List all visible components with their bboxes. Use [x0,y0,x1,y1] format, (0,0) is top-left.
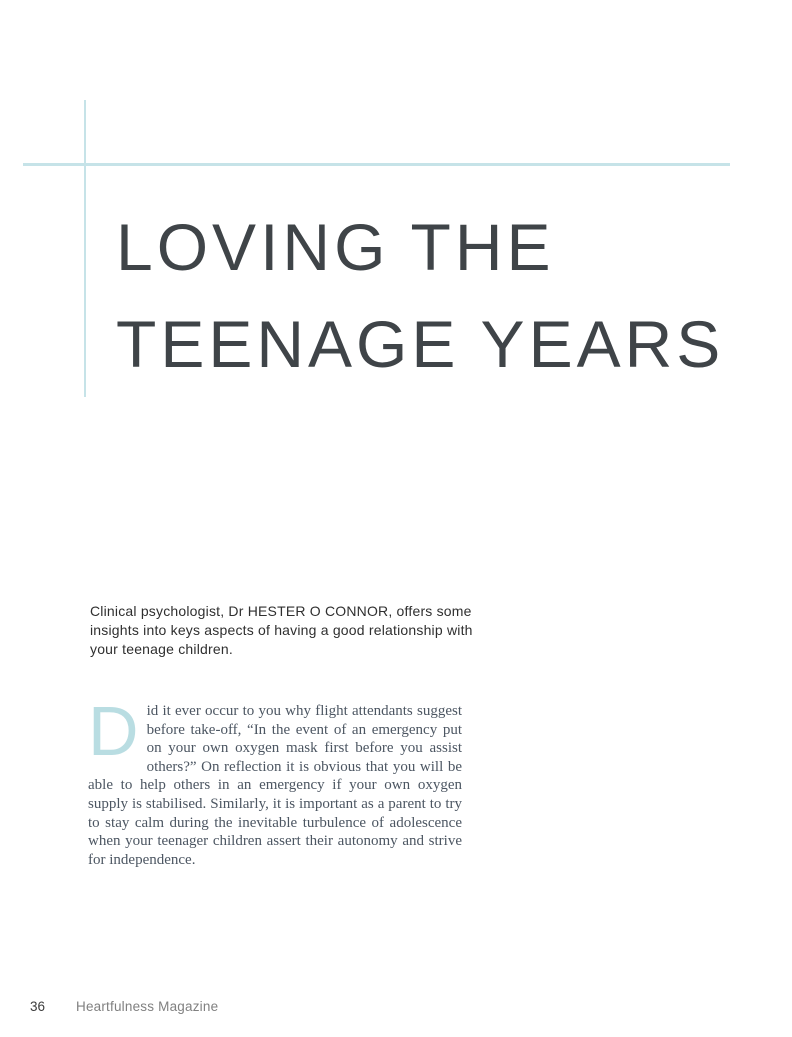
title-line-2: TEENAGE YEARS [116,307,725,381]
article-body-text: id it ever occur to you why flight attendants suggest before take-off, “In the event of an emergency put on your own oxygen mask first before you assist others?” On reflection it is obvious that you will be able to help others in an emergency if your own oxygen supply is stabilised. Similarly, it is important as a parent to try to stay calm during the inevitable turbulence of adolescence when your teenager children assert their autonomy and strive for independence. [88,703,462,868]
intro-paragraph [90,602,473,659]
intro-line-3: your teenage children. [90,641,233,657]
intro-line-2: insights into keys aspects of having a good relationship with [90,622,473,638]
accent-vertical-line [84,100,86,397]
title-line-1: LOVING THE [116,210,555,284]
article-title [116,210,725,381]
drop-cap: D [88,692,139,770]
page-number: 36 [30,999,46,1014]
article-body-paragraph [88,692,462,869]
accent-horizontal-line [23,163,730,166]
intro-line-1: Clinical psychologist, Dr HESTER O CONNOR, offers some [90,603,472,619]
magazine-name: Heartfulness Magazine [76,999,219,1014]
